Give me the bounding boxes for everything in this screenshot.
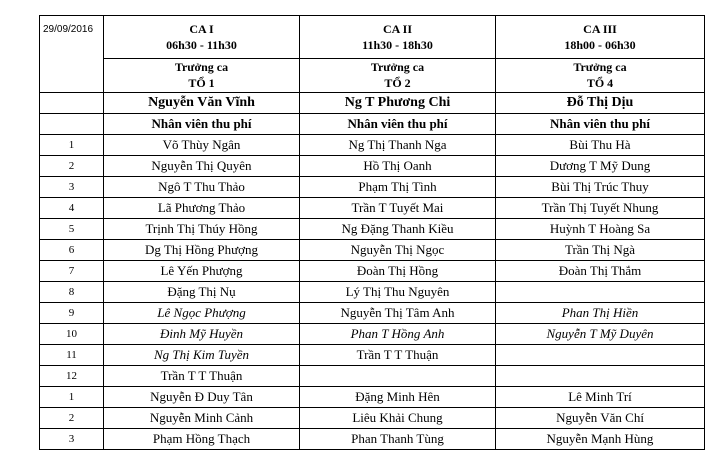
row-number-cell[interactable]: 2 bbox=[40, 407, 104, 428]
shift-2-time: 11h30 - 18h30 bbox=[362, 37, 433, 52]
shift-1-staff-cell[interactable]: Ng Thị Kim Tuyền bbox=[104, 344, 300, 365]
shift-3-staff-cell[interactable]: Bùi Thị Trúc Thuy bbox=[496, 176, 705, 197]
table-row bbox=[40, 386, 705, 407]
shift-3-staff-cell[interactable]: Huỳnh T Hoàng Sa bbox=[496, 218, 705, 239]
shift-1-staff-cell[interactable]: Dg Thị Hồng Phượng bbox=[104, 239, 300, 260]
table-row bbox=[40, 197, 705, 218]
shift-1-time: 06h30 - 11h30 bbox=[166, 37, 237, 52]
shift-1-staff-cell[interactable]: Đặng Thị Nụ bbox=[104, 281, 300, 302]
shift-2-staff-cell[interactable]: Ng Đặng Thanh Kiều bbox=[300, 218, 496, 239]
shift-2-name: CA II bbox=[382, 21, 412, 36]
shift-2-staff-cell[interactable]: Phan Thanh Tùng bbox=[300, 428, 496, 449]
table-row bbox=[40, 176, 705, 197]
table-row bbox=[40, 407, 705, 428]
shift-2-staff-cell[interactable]: Đặng Minh Hên bbox=[300, 386, 496, 407]
shift-3-staff-cell[interactable] bbox=[496, 344, 705, 365]
shift-3-staff-label[interactable]: Nhân viên thu phí bbox=[496, 113, 705, 134]
shift-1-staff-cell[interactable]: Võ Thùy Ngân bbox=[104, 134, 300, 155]
table-row bbox=[40, 281, 705, 302]
shift-2-staff-cell[interactable]: Nguyễn Thị Tâm Anh bbox=[300, 302, 496, 323]
shift-1-staff-cell[interactable]: Lê Ngọc Phượng bbox=[104, 302, 300, 323]
shift-2-staff-cell[interactable]: Phan T Hồng Anh bbox=[300, 323, 496, 344]
shift-1-staff-cell[interactable]: Phạm Hồng Thạch bbox=[104, 428, 300, 449]
shift-3-staff-cell[interactable]: Nguyễn Văn Chí bbox=[496, 407, 705, 428]
table-row bbox=[40, 260, 705, 281]
shift-1-leader[interactable]: Nguyễn Văn Vĩnh bbox=[104, 92, 300, 113]
empty-cell[interactable] bbox=[40, 113, 104, 134]
shift-3-team[interactable] bbox=[496, 58, 705, 92]
table-row bbox=[40, 323, 705, 344]
shift-1-staff-cell[interactable]: Lê Yến Phượng bbox=[104, 260, 300, 281]
shift-3-staff-cell[interactable]: Nguyễn Mạnh Hùng bbox=[496, 428, 705, 449]
shift-2-team[interactable] bbox=[300, 58, 496, 92]
shift-2-staff-cell[interactable]: Nguyễn Thị Ngọc bbox=[300, 239, 496, 260]
shift-3-staff-cell[interactable]: Lê Minh Trí bbox=[496, 386, 705, 407]
shift-3-leader[interactable]: Đỗ Thị Dịu bbox=[496, 92, 705, 113]
shift-2-team-name: TỔ 2 bbox=[384, 76, 411, 90]
shift-2-role: Trưởng ca bbox=[370, 60, 425, 74]
shift-1-staff-cell[interactable]: Trần T T Thuận bbox=[104, 365, 300, 386]
row-number-cell[interactable]: 9 bbox=[40, 302, 104, 323]
shift-1-staff-cell[interactable]: Nguyễn Minh Cảnh bbox=[104, 407, 300, 428]
shift-3-staff-cell[interactable]: Nguyễn T Mỹ Duyên bbox=[496, 323, 705, 344]
shift-2-header[interactable] bbox=[300, 16, 496, 59]
shift-3-team-name: TỔ 4 bbox=[586, 76, 614, 90]
leader-row bbox=[40, 92, 705, 113]
row-number-cell[interactable]: 6 bbox=[40, 239, 104, 260]
shift-2-staff-cell[interactable]: Phạm Thị Tình bbox=[300, 176, 496, 197]
row-number-cell[interactable]: 1 bbox=[40, 134, 104, 155]
shift-3-staff-cell[interactable]: Dương T Mỹ Dung bbox=[496, 155, 705, 176]
shift-3-staff-cell[interactable]: Trần Thị Tuyết Nhung bbox=[496, 197, 705, 218]
shift-1-header[interactable] bbox=[104, 16, 300, 59]
empty-cell[interactable] bbox=[40, 58, 104, 92]
table-row bbox=[40, 155, 705, 176]
shift-2-staff-cell[interactable]: Hồ Thị Oanh bbox=[300, 155, 496, 176]
shift-2-staff-cell[interactable]: Lý Thị Thu Nguyên bbox=[300, 281, 496, 302]
shift-3-staff-cell[interactable] bbox=[496, 365, 705, 386]
shift-3-staff-cell[interactable] bbox=[496, 281, 705, 302]
shift-1-name: CA I bbox=[189, 21, 214, 36]
table-row bbox=[40, 134, 705, 155]
row-number-cell[interactable]: 4 bbox=[40, 197, 104, 218]
row-number-cell[interactable]: 3 bbox=[40, 176, 104, 197]
shift-1-staff-cell[interactable]: Nguyễn Thị Quyên bbox=[104, 155, 300, 176]
shift-1-role: Trưởng ca bbox=[174, 60, 229, 74]
shift-2-staff-cell[interactable]: Đoàn Thị Hồng bbox=[300, 260, 496, 281]
date-cell[interactable]: 29/09/2016 bbox=[40, 16, 104, 59]
shift-3-staff-cell[interactable]: Bùi Thu Hà bbox=[496, 134, 705, 155]
row-number-cell[interactable]: 10 bbox=[40, 323, 104, 344]
shift-3-staff-cell[interactable]: Đoàn Thị Thắm bbox=[496, 260, 705, 281]
row-number-cell[interactable]: 11 bbox=[40, 344, 104, 365]
shift-3-header[interactable] bbox=[496, 16, 705, 59]
shift-1-staff-cell[interactable]: Lã Phương Thảo bbox=[104, 197, 300, 218]
row-number-cell[interactable]: 12 bbox=[40, 365, 104, 386]
shift-schedule-table bbox=[39, 15, 705, 450]
table-row bbox=[40, 302, 705, 323]
shift-1-staff-cell[interactable]: Nguyễn Đ Duy Tân bbox=[104, 386, 300, 407]
row-number-cell[interactable]: 5 bbox=[40, 218, 104, 239]
row-number-cell[interactable]: 3 bbox=[40, 428, 104, 449]
shift-1-staff-cell[interactable]: Ngô T Thu Thảo bbox=[104, 176, 300, 197]
row-number-cell[interactable]: 2 bbox=[40, 155, 104, 176]
shift-2-leader[interactable]: Ng T Phương Chi bbox=[300, 92, 496, 113]
shift-1-team-name: TỔ 1 bbox=[188, 76, 215, 90]
shift-3-staff-cell[interactable]: Trần Thị Ngà bbox=[496, 239, 705, 260]
shift-1-staff-cell[interactable]: Trịnh Thị Thúy Hồng bbox=[104, 218, 300, 239]
row-number-cell[interactable]: 8 bbox=[40, 281, 104, 302]
table-row bbox=[40, 218, 705, 239]
shift-3-time: 18h00 - 06h30 bbox=[564, 37, 636, 52]
staff-label-row bbox=[40, 113, 705, 134]
shift-header-row bbox=[40, 16, 705, 59]
team-header-row bbox=[40, 58, 705, 92]
empty-cell[interactable] bbox=[40, 92, 104, 113]
shift-2-staff-cell[interactable] bbox=[300, 365, 496, 386]
shift-3-name: CA III bbox=[583, 21, 617, 36]
row-number-cell[interactable]: 7 bbox=[40, 260, 104, 281]
shift-2-staff-label[interactable]: Nhân viên thu phí bbox=[300, 113, 496, 134]
shift-1-team[interactable] bbox=[104, 58, 300, 92]
shift-2-staff-cell[interactable]: Trần T T Thuận bbox=[300, 344, 496, 365]
shift-2-staff-cell[interactable]: Ng Thị Thanh Nga bbox=[300, 134, 496, 155]
shift-3-staff-cell[interactable]: Phan Thị Hiền bbox=[496, 302, 705, 323]
shift-2-staff-cell[interactable]: Trần T Tuyết Mai bbox=[300, 197, 496, 218]
table-row bbox=[40, 239, 705, 260]
shift-1-staff-cell[interactable]: Đinh Mỹ Huyền bbox=[104, 323, 300, 344]
shift-3-role: Trưởng ca bbox=[573, 60, 627, 74]
table-row bbox=[40, 365, 705, 386]
shift-2-staff-cell[interactable]: Liêu Khải Chung bbox=[300, 407, 496, 428]
row-number-cell[interactable]: 1 bbox=[40, 386, 104, 407]
table-row bbox=[40, 344, 705, 365]
shift-1-staff-label[interactable]: Nhân viên thu phí bbox=[104, 113, 300, 134]
